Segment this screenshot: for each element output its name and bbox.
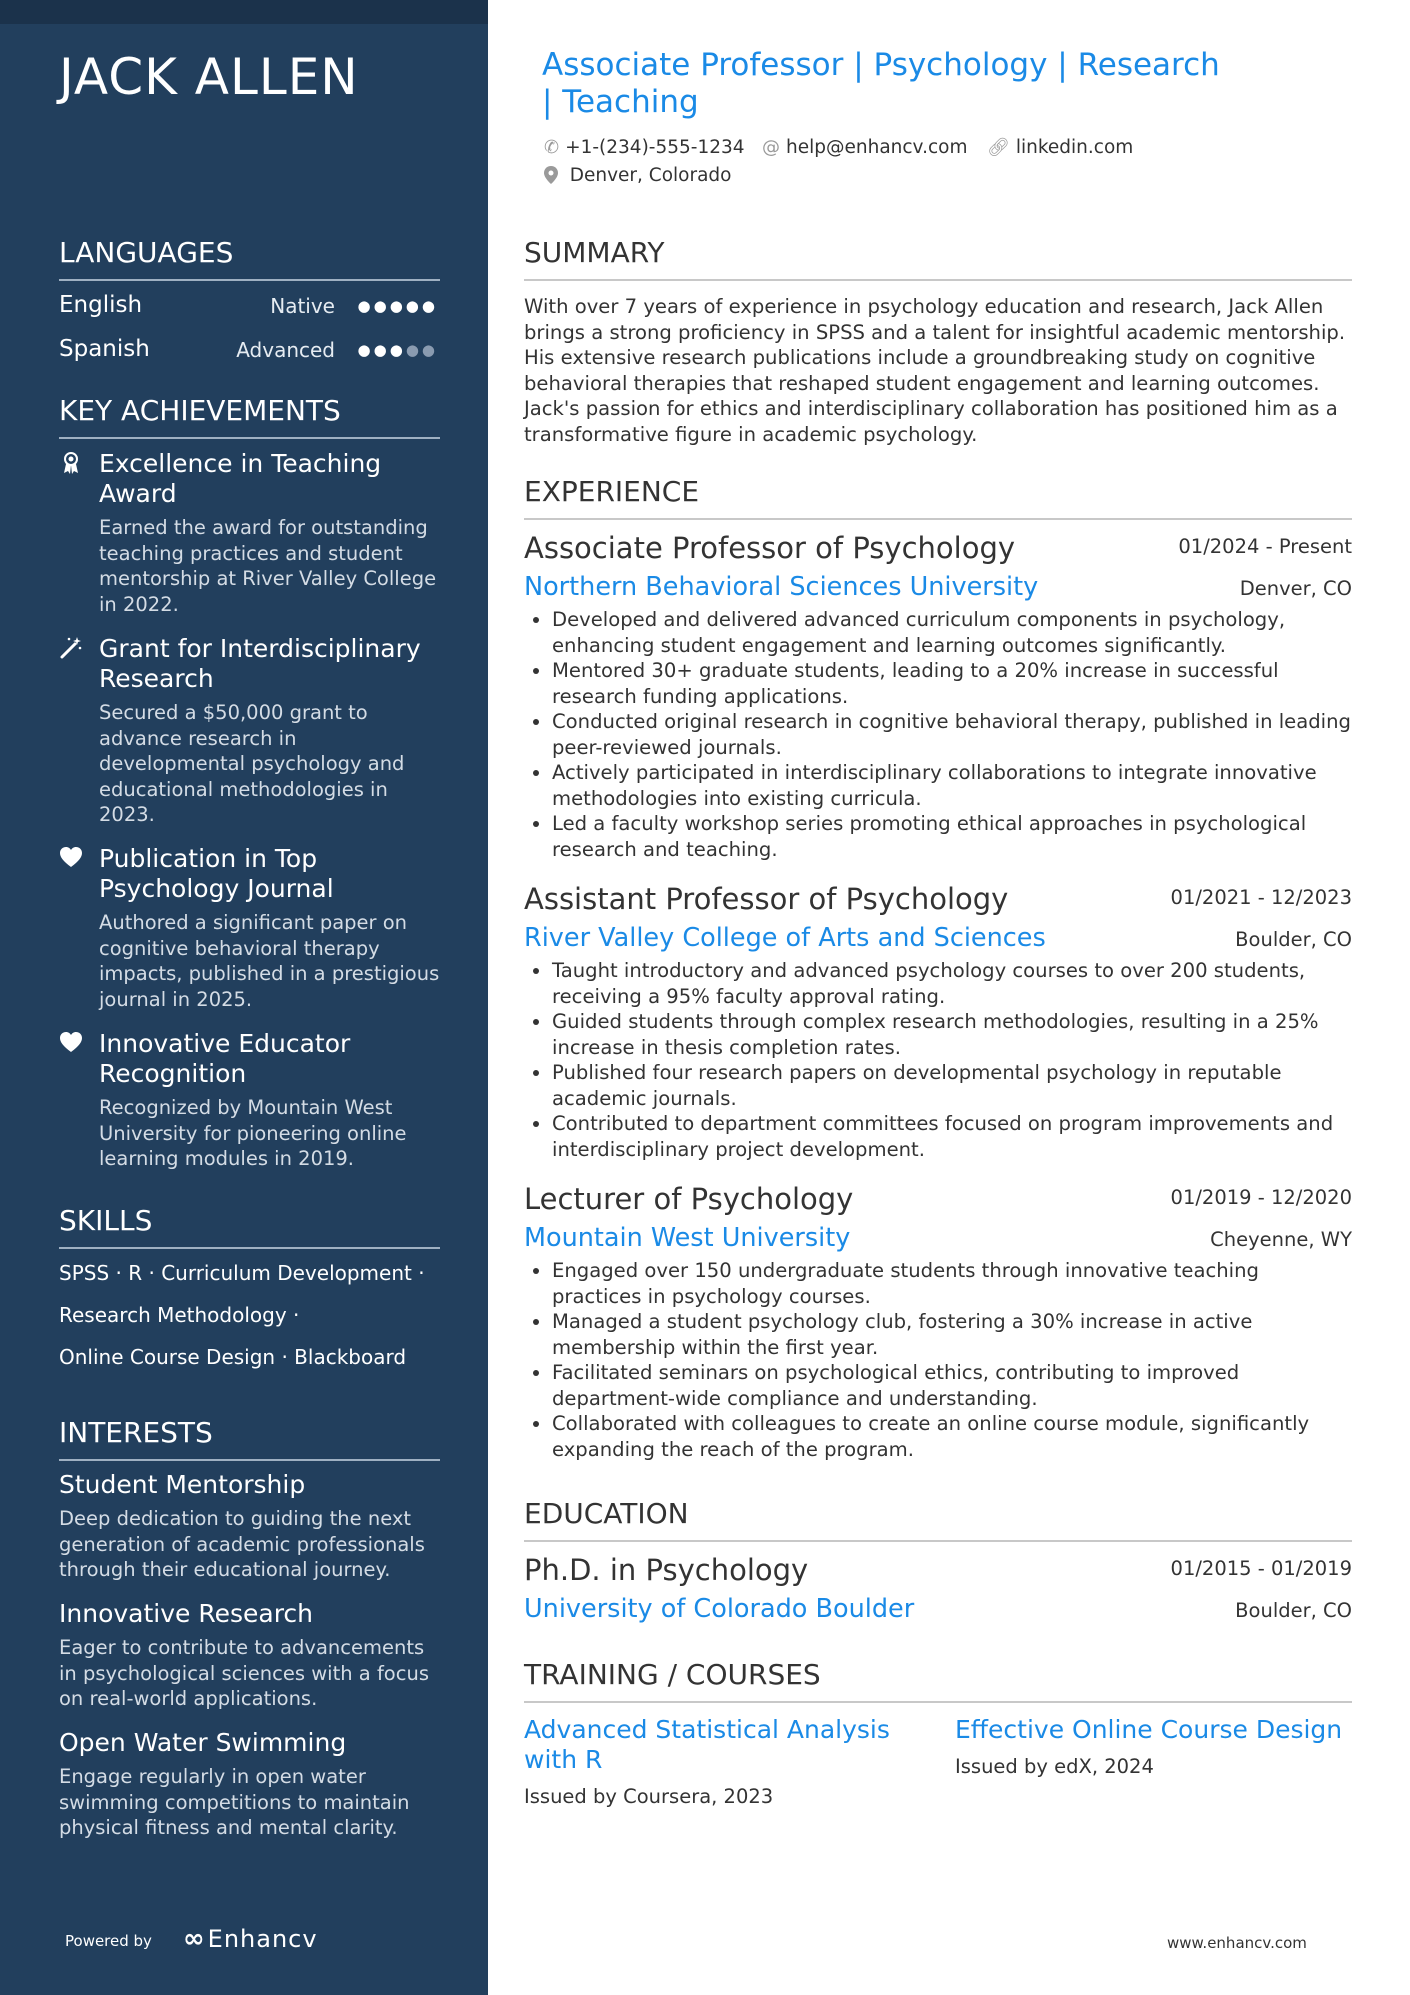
skills-line: Research Methodology · — [59, 1303, 300, 1327]
headline: Associate Professor | Psychology | Research | Teaching — [542, 47, 1220, 120]
summary-text: With over 7 years of experience in psychology education and research, Jack Allen brings a strong proficiency in SPSS and a talent for insightful academic mentorship. His extensive research publications include a groundbreaking study on cognitive behavioral therapies that reshaped student engagement and learning outcomes. Jack's passion for ethics and interdisciplinary collaboration has positioned him as a transformative figure in academic psychology. — [524, 295, 1346, 446]
achievement-title: Grant for Interdisciplinary Research — [99, 634, 421, 693]
job-location: Denver, CO — [1239, 577, 1352, 600]
education-dates: 01/2015 - 01/2019 — [1170, 1557, 1352, 1580]
course-item — [524, 1715, 904, 1808]
job-bullet: • Published four research papers on developmental psychology in reputable academic journals. — [552, 1060, 1352, 1111]
achievement-item — [59, 634, 440, 828]
interest-description: Eager to contribute to advancements in psychological sciences with a focus on real-world applications. — [59, 1636, 429, 1710]
achievement-description: Earned the award for outstanding teaching practices and student mentorship at River Valley College in 2022. — [99, 516, 437, 616]
achievement-title: Publication in Top Psychology Journal — [99, 844, 334, 903]
candidate-name: JACK ALLEN — [59, 48, 359, 106]
footer-url[interactable]: www.enhancv.com — [1167, 1934, 1307, 1952]
interest-title: Innovative Research — [59, 1599, 314, 1628]
degree-title: Ph.D. in Psychology — [524, 1553, 809, 1587]
job-title: Lecturer of Psychology — [524, 1182, 854, 1216]
enhancv-logo[interactable] — [183, 1924, 318, 1954]
job-bullets — [524, 958, 1352, 1162]
interest-item — [59, 1728, 440, 1841]
sidebar-top-strip — [0, 0, 488, 24]
language-level: Advanced — [236, 338, 335, 362]
interest-item — [59, 1599, 440, 1712]
main-content — [488, 0, 1410, 1995]
job-bullet: • Collaborated with colleagues to create an online course module, significantly expanding the reach of the program. — [552, 1411, 1352, 1462]
achievement-description: Recognized by Mountain West University for pioneering online learning modules in 2019. — [99, 1096, 407, 1170]
contact-location: Denver, Colorado — [544, 165, 731, 186]
heart-icon — [59, 1031, 83, 1059]
job-bullet: • Engaged over 150 undergraduate students through innovative teaching practices in psychology courses. — [552, 1258, 1352, 1309]
language-name: English — [59, 292, 143, 318]
map-pin-icon — [544, 165, 564, 186]
education-entry — [524, 1553, 1352, 1625]
job-bullet: • Facilitated seminars on psychological ethics, contributing to improved department-wide compliance and understanding. — [552, 1360, 1352, 1411]
job-dates: 01/2021 - 12/2023 — [1170, 886, 1352, 909]
education-location: Boulder, CO — [1235, 1599, 1352, 1622]
achievement-title: Innovative Educator Recognition — [99, 1029, 351, 1088]
phone-icon: ✆ — [544, 137, 560, 158]
education-heading: EDUCATION — [524, 1497, 1352, 1542]
language-rating: ●●●●● — [357, 297, 438, 315]
course-item — [955, 1715, 1345, 1778]
school-name: University of Colorado Boulder — [524, 1594, 915, 1624]
at-icon: @ — [762, 137, 780, 158]
experience-heading: EXPERIENCE — [524, 475, 1352, 520]
job-bullet: • Actively participated in interdisciplinary collaborations to integrate innovative methodologies into existing curricula. — [552, 760, 1352, 811]
achievements-heading: KEY ACHIEVEMENTS — [59, 394, 440, 439]
course-issuer: Issued by Coursera, 2023 — [524, 1785, 774, 1808]
language-row — [59, 336, 440, 368]
enhancv-brand: Enhancv — [207, 1925, 318, 1953]
job-entry — [524, 531, 1352, 862]
interest-item — [59, 1470, 440, 1583]
enhancv-logo-icon: ∞ — [183, 1924, 202, 1954]
interest-description: Deep dedication to guiding the next generation of academic professionals through their educational journey. — [59, 1507, 425, 1581]
sidebar — [0, 0, 488, 1995]
job-bullet: • Developed and delivered advanced curriculum components in psychology, enhancing student engagement and learning outcomes significantly. — [552, 607, 1352, 658]
job-title: Assistant Professor of Psychology — [524, 882, 1009, 916]
job-company: Mountain West University — [524, 1223, 851, 1253]
language-name: Spanish — [59, 336, 150, 362]
interest-title: Student Mentorship — [59, 1470, 306, 1499]
achievement-item — [59, 1029, 440, 1172]
achievement-item — [59, 844, 440, 1012]
job-bullet: • Taught introductory and advanced psychology courses to over 200 students, receiving a 95% faculty approval rating. — [552, 958, 1352, 1009]
contact-email[interactable]: @ help@enhancv.com — [762, 137, 968, 158]
skills-line: SPSS · R · Curriculum Development · — [59, 1261, 425, 1285]
link-icon: 🔗︎ — [987, 137, 1010, 158]
job-entry — [524, 1182, 1352, 1462]
job-title: Associate Professor of Psychology — [524, 531, 1016, 565]
skills-line: Online Course Design · Blackboard — [59, 1345, 407, 1369]
language-level: Native — [270, 294, 335, 318]
job-bullet: • Conducted original research in cognitive behavioral therapy, published in leading peer-reviewed journals. — [552, 709, 1352, 760]
interest-title: Open Water Swimming — [59, 1728, 347, 1757]
training-heading: TRAINING / COURSES — [524, 1658, 1352, 1703]
job-bullets — [524, 1258, 1352, 1462]
achievement-description: Authored a significant paper on cognitive behavioral therapy impacts, published in a prestigious journal in 2025. — [99, 911, 440, 1011]
magic-wand-icon — [59, 636, 83, 666]
language-rating: ●●●●● — [357, 341, 438, 359]
job-bullet: • Guided students through complex research methodologies, resulting in a 25% increase in thesis completion rates. — [552, 1009, 1352, 1060]
language-row — [59, 292, 440, 324]
contact-phone[interactable]: ✆ +1-(234)-555-1234 — [544, 137, 745, 158]
languages-heading: LANGUAGES — [59, 236, 440, 281]
job-bullet: • Mentored 30+ graduate students, leading to a 20% increase in successful research funding applications. — [552, 658, 1352, 709]
summary-heading: SUMMARY — [524, 236, 1352, 281]
interest-description: Engage regularly in open water swimming competitions to maintain physical fitness and mental clarity. — [59, 1765, 410, 1839]
skills-heading: SKILLS — [59, 1204, 440, 1249]
powered-by-label: Powered by — [65, 1932, 152, 1950]
course-issuer: Issued by edX, 2024 — [955, 1755, 1154, 1778]
heart-icon — [59, 846, 83, 874]
job-bullet: • Contributed to department committees focused on program improvements and interdisciplinary project development. — [552, 1111, 1352, 1162]
job-entry — [524, 882, 1352, 1162]
job-company: River Valley College of Arts and Sciences — [524, 923, 1046, 953]
job-company: Northern Behavioral Sciences University — [524, 572, 1039, 602]
achievement-title: Excellence in Teaching Award — [99, 449, 382, 508]
job-location: Cheyenne, WY — [1210, 1228, 1352, 1251]
achievement-description: Secured a $50,000 grant to advance research in developmental psychology and educational methodologies in 2023. — [99, 701, 405, 826]
achievement-item — [59, 449, 440, 617]
award-icon — [59, 451, 83, 481]
job-dates: 01/2024 - Present — [1178, 535, 1352, 558]
job-bullets — [524, 607, 1352, 862]
course-title: Effective Online Course Design — [955, 1715, 1343, 1744]
course-title: Advanced Statistical Analysis with R — [524, 1715, 890, 1774]
interests-heading: INTERESTS — [59, 1416, 440, 1461]
contact-linkedin[interactable]: 🔗︎ linkedin.com — [987, 137, 1134, 158]
job-bullet: • Led a faculty workshop series promoting ethical approaches in psychological research and teaching. — [552, 811, 1352, 862]
job-dates: 01/2019 - 12/2020 — [1170, 1186, 1352, 1209]
job-bullet: • Managed a student psychology club, fostering a 30% increase in active membership within the first year. — [552, 1309, 1352, 1360]
job-location: Boulder, CO — [1235, 928, 1352, 951]
